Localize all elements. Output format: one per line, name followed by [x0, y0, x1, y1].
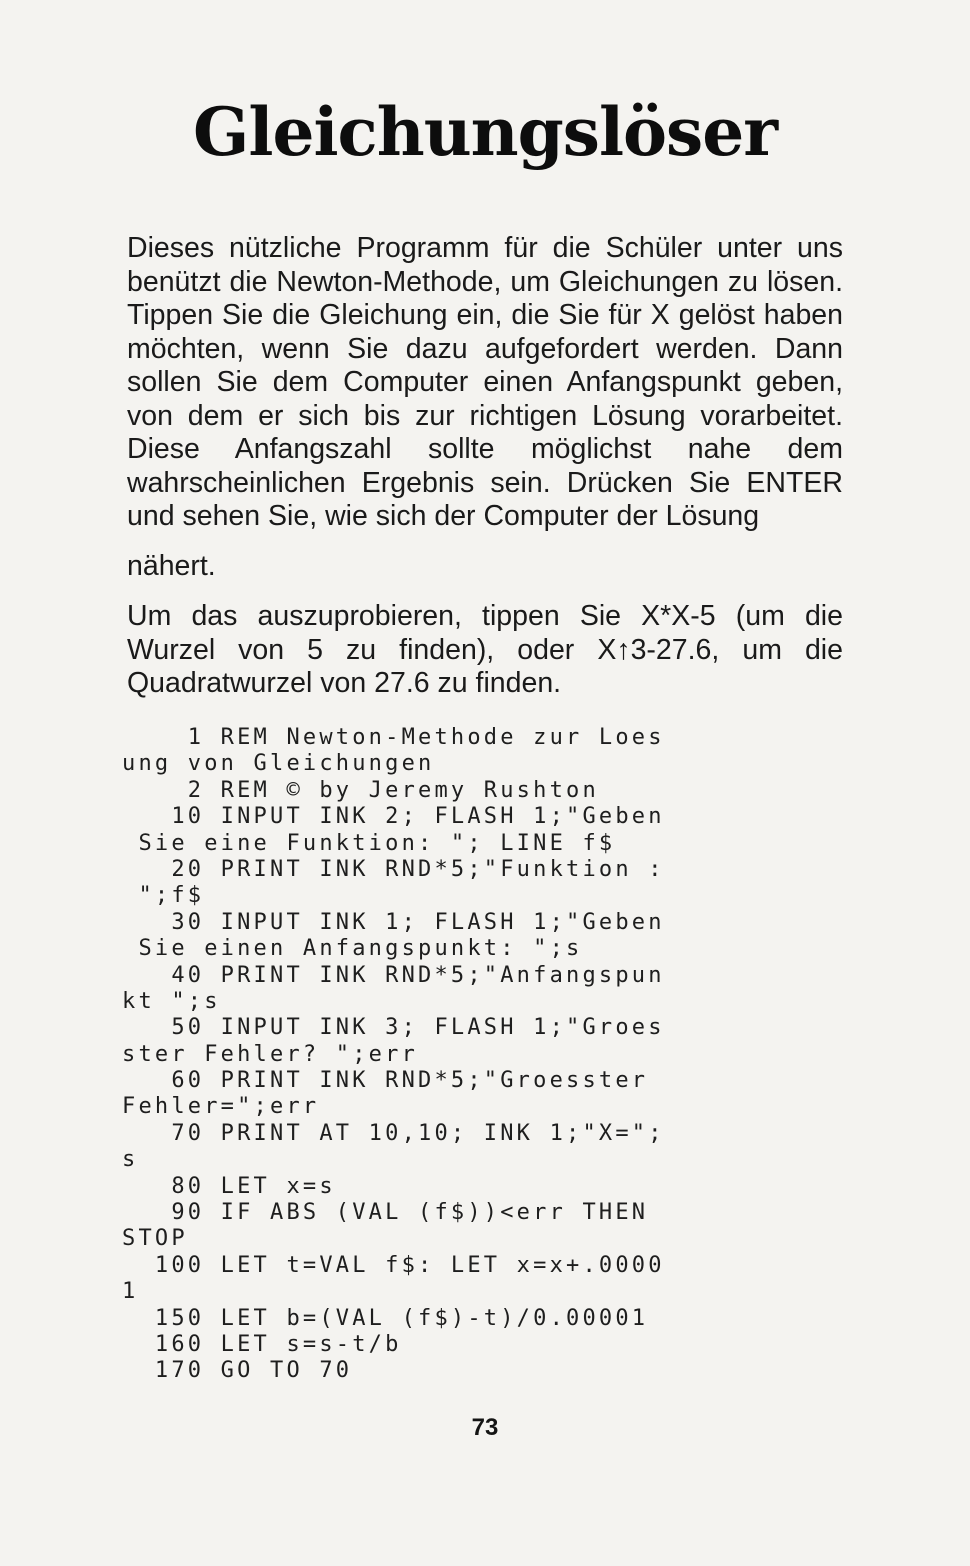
code-line: 150 LET b=(VAL (f$)-t)/0.00001: [122, 1305, 649, 1331]
code-line: 160 LET s=s-t/b: [122, 1331, 402, 1357]
basic-program-listing: [122, 725, 762, 1385]
page-number: 73: [471, 1414, 499, 1441]
code-line: s: [122, 1147, 139, 1173]
code-line: 90 IF ABS (VAL (f$))<err THEN: [122, 1200, 649, 1226]
code-line: STOP: [122, 1226, 188, 1252]
code-line: 70 PRINT AT 10,10; INK 1;"X=";: [122, 1120, 665, 1146]
code-line: 30 INPUT INK 1; FLASH 1;"Geben: [122, 909, 665, 935]
code-line: 80 LET x=s: [122, 1173, 336, 1199]
example-text: Um das auszuprobieren, tippen Sie X*X-5 (um die Wurzel von 5 zu finden), oder X↑3-27.6, um die Quadratwurzel von 27.6 zu finden.: [127, 600, 843, 699]
code-line: 10 INPUT INK 2; FLASH 1;"Geben: [122, 804, 665, 830]
intro-paragraph: [127, 232, 843, 583]
code-line: Sie einen Anfangspunkt: ";s: [122, 936, 583, 962]
code-line: ung von Gleichungen: [122, 751, 435, 777]
code-line: Sie eine Funktion: "; LINE f$: [122, 830, 616, 856]
code-line: 2 REM © by Jeremy Rushton: [122, 777, 599, 803]
code-line: 60 PRINT INK RND*5;"Groesster: [122, 1068, 649, 1094]
page-title: Gleichungslöser: [193, 93, 777, 171]
code-line: 50 INPUT INK 3; FLASH 1;"Groes: [122, 1015, 665, 1041]
code-line: ";f$: [122, 883, 205, 909]
code-line: 170 GO TO 70: [122, 1358, 353, 1384]
example-paragraph: [127, 600, 843, 701]
code-line: 100 LET t=VAL f$: LET x=x+.0000: [122, 1252, 665, 1278]
code-line: 20 PRINT INK RND*5;"Funktion :: [122, 856, 665, 882]
code-line: 40 PRINT INK RND*5;"Anfangspun: [122, 962, 665, 988]
intro-tail: nähert.: [127, 549, 216, 582]
code-line: 1: [122, 1279, 139, 1305]
code-line: 1 REM Newton-Methode zur Loes: [122, 725, 665, 750]
code-line: ster Fehler? ";err: [122, 1041, 419, 1067]
code-line: kt ";s: [122, 988, 221, 1014]
intro-text: Dieses nützliche Programm für die Schüler unter uns benützt die Newton-Methode, um Gleichungen zu lösen. Tippen Sie die Gleichung ein, die Sie für X gelöst haben möchten, wenn Sie dazu aufgefordert werden. Dann sollen Sie dem Computer einen Anfangspunkt geben, von dem er sich bis zur richtigen Lösung vorarbeitet. Diese Anfangszahl sollte möglichst nahe dem wahrscheinlichen Ergebnis sein. Drücken Sie ENTER und sehen Sie, wie sich der Computer der Lösung: [127, 232, 843, 532]
code-line: Fehler=";err: [122, 1094, 320, 1120]
